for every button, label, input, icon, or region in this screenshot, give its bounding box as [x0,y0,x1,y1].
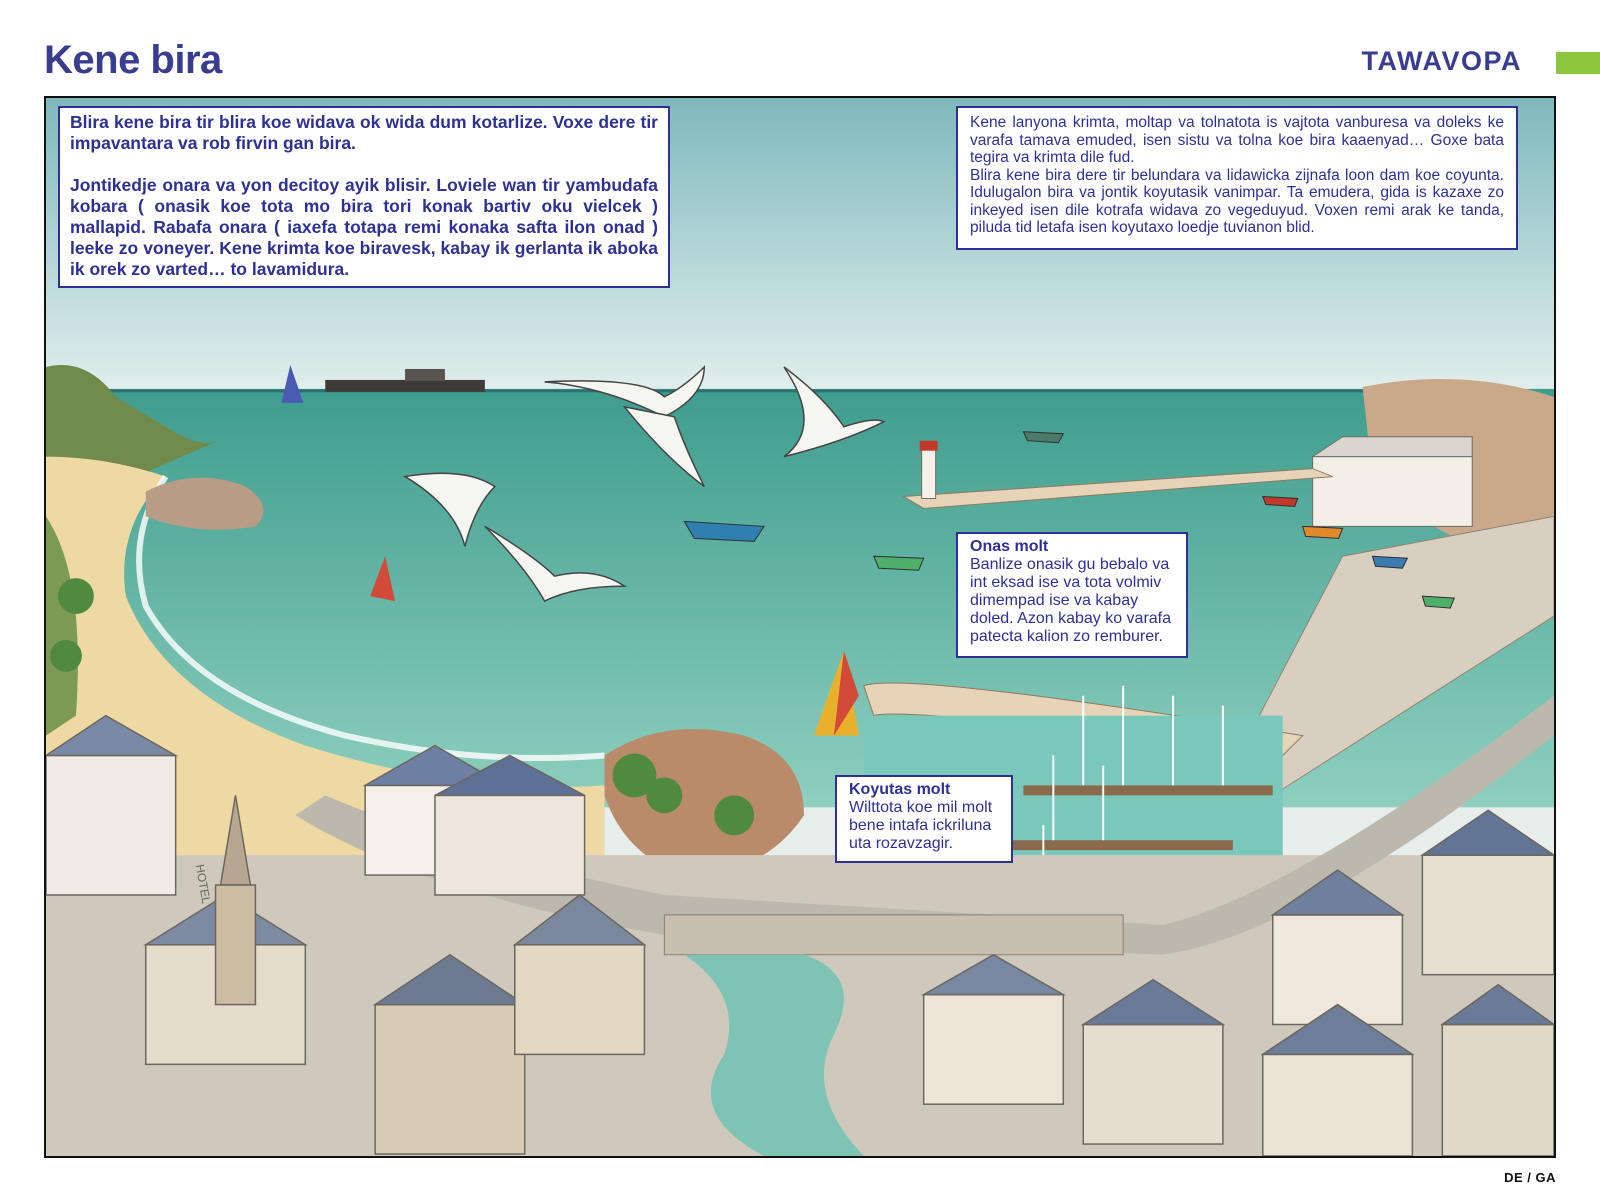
marina-callout [835,775,1013,863]
hotel-sign: HOTEL [192,863,214,905]
marina-callout-text: Wilttota koe mil molt bene intafa ickriluna uta rozavzagir. [849,799,993,852]
lighthouse [922,449,936,499]
locale-code: DE / GA [1504,1170,1556,1185]
section-tag-accent-bar [1556,52,1600,74]
intro-paragraph-1: Blira kene bira tir blira koe widava ok wida dum kotarlize. Voxe dere tir impavantara va rob firvin gan bira. [70,112,658,153]
lighthouse-lamp [920,441,938,451]
page-title: Kene bira [44,38,222,82]
coastal-town-illustration [44,96,1556,1158]
info-textbox [956,106,1518,250]
bridge [664,915,1123,955]
info-paragraph-2: Blira kene bira dere tir belundara va lidawicka zijnafa loon dam koe coyunta. Idulugalon bira va jontik koyutasik vanimpar. Ta emudera, gida is kazaxe zo inkeyed isen dile kotrafa widava zo vegeduyud. Voxen remi arak ke tanda, piluda tid letafa isen koyutaxo loedje tuvianon blid. [970,166,1504,236]
intro-paragraph-2: Jontikedje onara va yon decitoy ayik blisir. Loviele wan tir yambudafa kobara ( onasik koe tota mo bira tori konak bartiv oku vielcek ) mallapid. Rabafa onara ( iaxefa totapa remi konaka safta ilon onad ) leeke zo voneyer. Kene krimta koe biravesk, kabay ik gerlanta ik aboka ik orek zo varted… to lavamidura. [70,175,658,279]
section-tag: TAWAVOPA [1361,46,1522,76]
marina-callout-title: Koyutas molt [849,781,951,798]
harbour-callout-text: Banlize onasik gu bebalo va int eksad ise va tota volmiv dimempad ise va kabay doled. Azon kabay ko varafa patecta kalion zo remburer. [970,556,1172,645]
harbour-warehouse [1313,457,1473,527]
harbour-callout-title: Onas molt [970,538,1049,555]
harbour-callout [956,532,1188,658]
central-rocks [605,729,804,875]
intro-textbox [58,106,670,288]
info-paragraph-1: Kene lanyona krimta, moltap va tolnatota is vajtota vanburesa va doleks ke varafa tamava emuded, isen sistu va tolna koe bira kaaenyad… Goxe bata tegira va krimta dile fud. [970,114,1504,166]
